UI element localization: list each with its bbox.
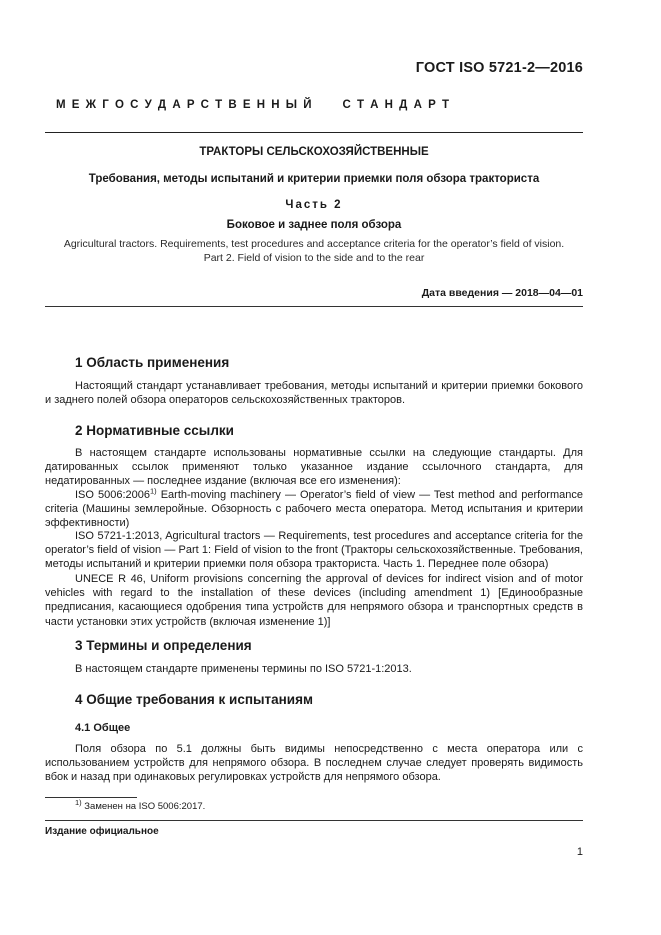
footnote-number: 1) (75, 797, 82, 807)
section-2-heading: 2 Нормативные ссылки (75, 423, 234, 438)
footnote-rule (45, 797, 137, 798)
reference-iso-5006-code: ISO 5006:2006 (75, 489, 150, 501)
date-rule (45, 306, 583, 307)
header-rule (45, 132, 583, 133)
page-number: 1 (576, 846, 583, 858)
interstate-standard-label: М Е Ж Г О С У Д А Р С Т В Е Н Н Ы Й С Т А Н Д А Р Т (56, 99, 449, 111)
reference-iso-5721-1 (45, 529, 583, 572)
section-3-text-content: В настоящем стандарте применены термины по ISO 5721-1:2013. (75, 663, 412, 675)
section-4-1-heading: 4.1 Общее (75, 722, 131, 734)
part-label: Часть 2 (285, 199, 343, 211)
official-edition-label: Издание официальное (45, 826, 159, 837)
footnote-marker[interactable]: 1) (150, 486, 157, 496)
section-2-intro (45, 446, 583, 489)
part-title: Боковое и заднее поля обзора (226, 219, 402, 231)
english-title-line1: Agricultural tractors. Requirements, test procedures and acceptance criteria for the operator’s field of vision. (63, 238, 565, 250)
reference-iso-5006-text: Earth-moving machinery — Operator’s field of view — Test method and performance criteria (Машины землеройные. Обзорность с рабочего места оператора. Метод испытания и критерии эффективности) (45, 489, 583, 530)
effective-date: Дата введения — 2018—04—01 (421, 287, 583, 299)
section-1-heading: 1 Область применения (75, 355, 230, 370)
english-title (45, 237, 583, 265)
reference-iso-5721-1-text: ISO 5721-1:2013, Agricultural tractors — Requirements, test procedures and acceptance criteria for the operator’s field of vision — Part 1: Field of vision to the front (Тракторы сельскохозяйственные. Требования, методы испытаний и критерии приемки поля обзора тракториста. Часть 1. Переднее поле обзора) (45, 530, 583, 571)
section-4-1-text-content: Поля обзора по 5.1 должны быть видимы непосредственно с места оператора или с использованием устройств для непрямого обзора. В последнем случае следует проверять видимость вбок и назад при одинаковых регулировках устройств для непрямого обзора. (45, 743, 583, 784)
reference-iso-5006 (45, 488, 583, 531)
footnote (75, 797, 206, 812)
section-3-text (45, 662, 583, 676)
section-4-1-text (45, 742, 583, 785)
standard-number: ГОСТ ISO 5721-2—2016 (415, 60, 583, 76)
english-title-line2: Part 2. Field of vision to the side and to the rear (203, 252, 425, 264)
footnote-text: Заменен на ISO 5006:2017. (81, 801, 206, 812)
section-4-heading: 4 Общие требования к испытаниям (75, 692, 313, 707)
section-3-heading: 3 Термины и определения (75, 638, 252, 653)
section-2-intro-content: В настоящем стандарте использованы нормативные ссылки на следующие стандарты. Для датированных ссылок применяют только указанное издание ссылочного стандарта, для недатированных — последнее издание (включая все его изменения): (45, 447, 583, 488)
reference-unece-r46-text: UNECE R 46, Uniform provisions concerning the approval of devices for indirect vision and of motor vehicles with regard to the installation of these devices (including amendment 1) [Единообразные предписания, касающиеся одобрения типа устройств для непрямого обзора и транспортных средств в части установки этих устройств (включая изменение 1)] (45, 573, 583, 628)
document-title: ТРАКТОРЫ СЕЛЬСКОХОЗЯЙСТВЕННЫЕ (199, 146, 429, 158)
document-subtitle: Требования, методы испытаний и критерии приемки поля обзора тракториста (88, 173, 540, 185)
footer-rule (45, 820, 583, 821)
section-1-text (45, 379, 583, 407)
section-1-text-content: Настоящий стандарт устанавливает требования, методы испытаний и критерии приемки бокового и заднего полей обзора операторов сельскохозяйственных тракторов. (45, 380, 583, 407)
reference-unece-r46 (45, 572, 583, 629)
